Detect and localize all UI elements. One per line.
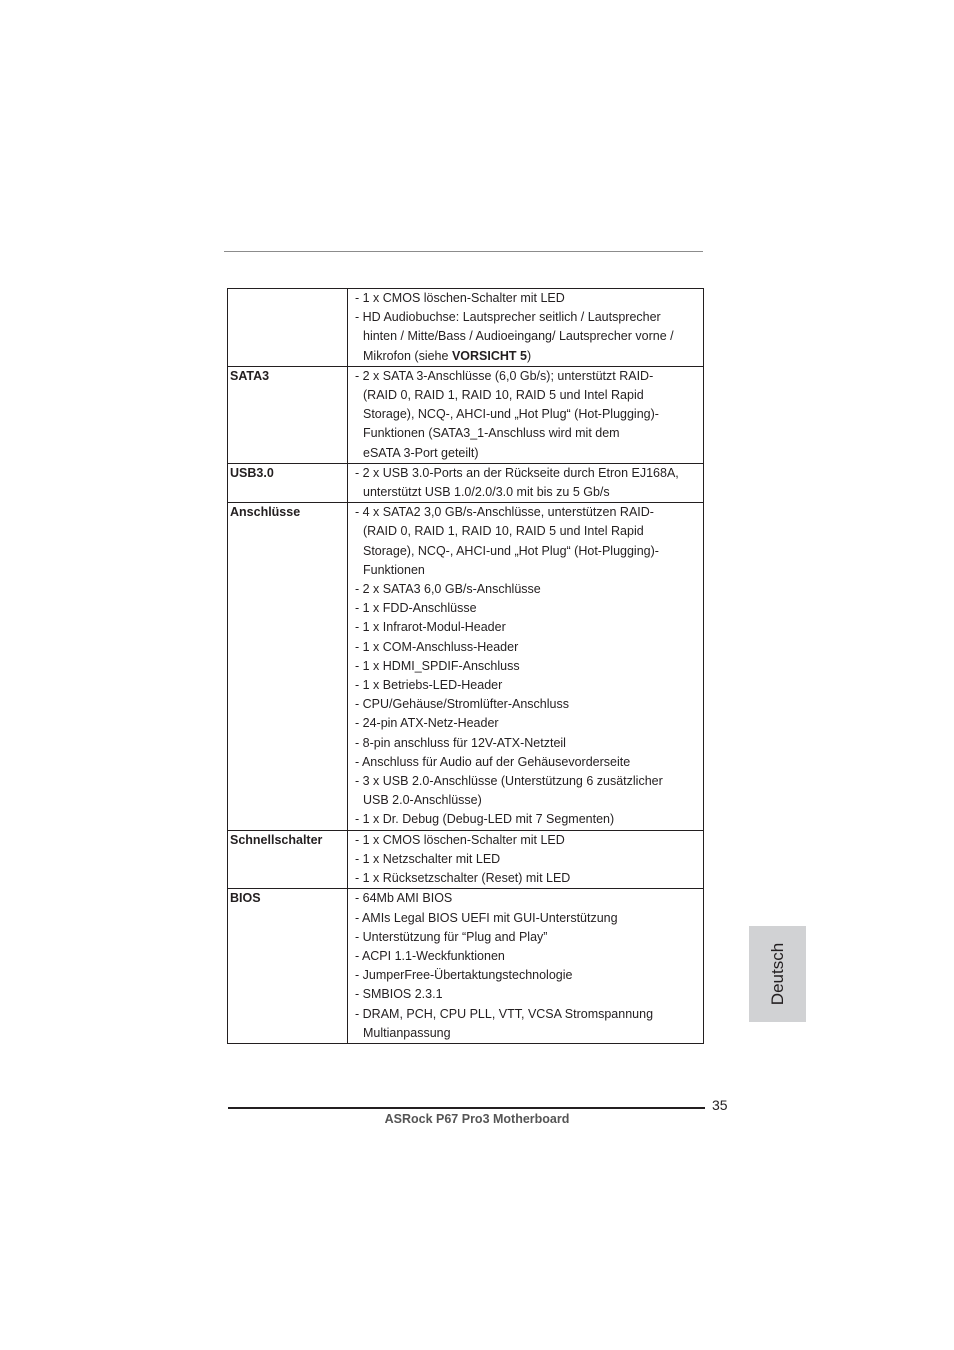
footer-title: ASRock P67 Pro3 Motherboard bbox=[384, 1112, 570, 1126]
spec-line: Multianpassung bbox=[363, 1025, 451, 1040]
spec-line-text: Mikrofon (siehe bbox=[363, 348, 452, 363]
spec-line: - 1 x Dr. Debug (Debug-LED mit 7 Segmenten) bbox=[355, 812, 615, 827]
spec-line: - 3 x USB 2.0-Anschlüsse (Unterstützung 6 zusätzlicher bbox=[355, 774, 663, 789]
spec-content bbox=[348, 889, 704, 1044]
spec-content bbox=[348, 503, 704, 830]
spec-label: BIOS bbox=[228, 889, 348, 1044]
spec-line-emphasis: VORSICHT 5 bbox=[451, 348, 527, 363]
spec-row bbox=[228, 366, 704, 463]
spec-line: - 1 x COM-Anschluss-Header bbox=[355, 639, 519, 654]
spec-content bbox=[348, 830, 704, 889]
spec-line: - 8-pin anschluss für 12V-ATX-Netzteil bbox=[355, 735, 566, 750]
spec-line: - 2 x USB 3.0-Ports an der Rückseite durch Etron EJ168A, bbox=[355, 465, 679, 480]
spec-label: USB3.0 bbox=[228, 463, 348, 502]
spec-line: (RAID 0, RAID 1, RAID 10, RAID 5 und Intel Rapid bbox=[363, 388, 644, 403]
spec-line: - CPU/Gehäuse/Stromlüfter-Anschluss bbox=[355, 697, 569, 712]
spec-line-suffix: ) bbox=[526, 348, 532, 363]
spec-line: USB 2.0-Anschlüsse) bbox=[363, 793, 482, 808]
spec-line: - 1 x HDMI_SPDIF-Anschluss bbox=[355, 658, 520, 673]
spec-line: - 1 x Netzschalter mit LED bbox=[355, 851, 501, 866]
spec-line: (RAID 0, RAID 1, RAID 10, RAID 5 und Intel Rapid bbox=[363, 524, 644, 539]
spec-line: - 2 x SATA 3-Anschlüsse (6,0 Gb/s); unterstützt RAID- bbox=[355, 368, 654, 383]
spec-line: Storage), NCQ-, AHCI-und „Hot Plug“ (Hot-Plugging)- bbox=[363, 543, 659, 558]
page-number: 35 bbox=[712, 1097, 728, 1113]
header-divider bbox=[224, 251, 703, 252]
spec-label: Schnellschalter bbox=[228, 830, 348, 889]
spec-line: - AMIs Legal BIOS UEFI mit GUI-Unterstützung bbox=[355, 910, 618, 925]
spec-line: - HD Audiobuchse: Lautsprecher seitlich / Lautsprecher bbox=[355, 310, 661, 325]
spec-label: Anschlüsse bbox=[228, 503, 348, 830]
spec-content bbox=[348, 366, 704, 463]
spec-line: Storage), NCQ-, AHCI-und „Hot Plug“ (Hot-Plugging)- bbox=[363, 407, 659, 422]
spec-line: - 64Mb AMI BIOS bbox=[355, 891, 453, 906]
spec-line: - ACPI 1.1-Weckfunktionen bbox=[355, 948, 505, 963]
spec-line bbox=[355, 347, 699, 366]
footer-divider bbox=[228, 1107, 705, 1109]
spec-line: - 1 x CMOS löschen-Schalter mit LED bbox=[355, 832, 565, 847]
spec-label: SATA3 bbox=[228, 366, 348, 463]
spec-row bbox=[228, 503, 704, 830]
spec-line: - 1 x Betriebs-LED-Header bbox=[355, 678, 503, 693]
spec-line: - Anschluss für Audio auf der Gehäusevorderseite bbox=[355, 754, 631, 769]
spec-line: - JumperFree-Übertaktungstechnologie bbox=[355, 968, 573, 983]
spec-table bbox=[227, 288, 704, 1044]
spec-line: - 1 x Infrarot-Modul-Header bbox=[355, 620, 506, 635]
spec-row bbox=[228, 889, 704, 1044]
spec-line: - 4 x SATA2 3,0 GB/s-Anschlüsse, unterstützen RAID- bbox=[355, 505, 654, 520]
spec-line: - DRAM, PCH, CPU PLL, VTT, VCSA Stromspannung bbox=[355, 1006, 654, 1021]
spec-row bbox=[228, 289, 704, 367]
language-tab-label: Deutsch bbox=[767, 942, 787, 1006]
language-tab bbox=[749, 926, 806, 1022]
spec-line: - 1 x CMOS löschen-Schalter mit LED bbox=[355, 291, 565, 305]
spec-line: unterstützt USB 1.0/2.0/3.0 mit bis zu 5 Gb/s bbox=[363, 485, 610, 500]
spec-line: - 1 x FDD-Anschlüsse bbox=[355, 601, 477, 616]
spec-content bbox=[348, 463, 704, 502]
spec-label bbox=[228, 289, 348, 367]
spec-line: - SMBIOS 2.3.1 bbox=[355, 987, 443, 1002]
spec-line: Funktionen bbox=[363, 562, 425, 577]
spec-line: - Unterstützung für “Plug and Play” bbox=[355, 929, 548, 944]
spec-line: - 2 x SATA3 6,0 GB/s-Anschlüsse bbox=[355, 582, 541, 597]
spec-line: - 1 x Rücksetzschalter (Reset) mit LED bbox=[355, 871, 571, 886]
spec-line: - 24-pin ATX-Netz-Header bbox=[355, 716, 499, 731]
spec-line: eSATA 3-Port geteilt) bbox=[363, 445, 479, 460]
spec-line: hinten / Mitte/Bass / Audioeingang/ Lautsprecher vorne / bbox=[363, 329, 674, 344]
spec-content bbox=[348, 289, 704, 367]
spec-row bbox=[228, 463, 704, 502]
spec-row bbox=[228, 830, 704, 889]
spec-line: Funktionen (SATA3_1-Anschluss wird mit dem bbox=[363, 426, 620, 441]
